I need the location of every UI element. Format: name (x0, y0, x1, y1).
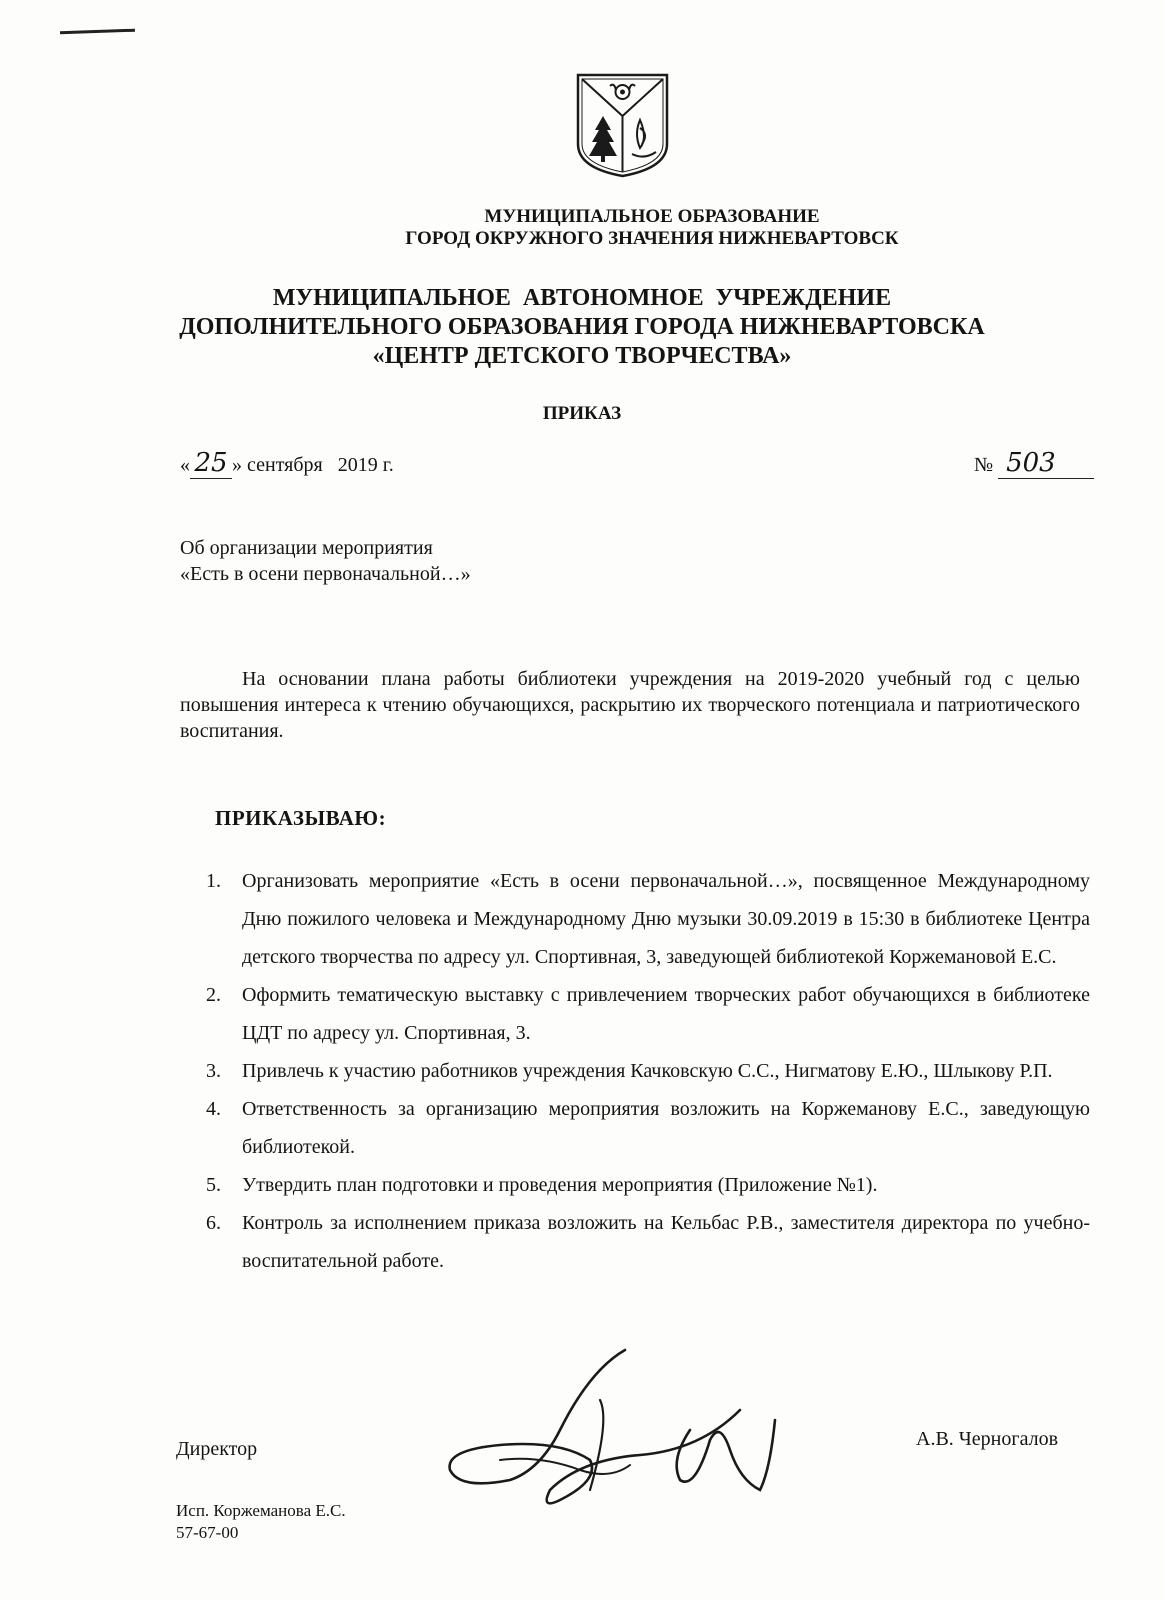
signer-position: Директор (176, 1438, 258, 1460)
organization-header (0, 284, 1164, 371)
date-open-quote: « (180, 454, 190, 476)
item-text: Организовать мероприятие «Есть в осени первоначальной…», посвященное Международному Дню пожилого человека и Международному Дню музыки 30.09.2019 в 15:30 в библиотеке Центра детского творчества по адресу ул. Спортивная, 3, заведующей библиотекой Коржемановой Е.С. (242, 870, 1090, 968)
item-number: 5. (206, 1174, 221, 1196)
document-number (974, 448, 1094, 479)
item-text: Утвердить план подготовки и проведения мероприятия (Приложение №1). (242, 1174, 878, 1196)
item-number: 3. (206, 1060, 221, 1082)
number-handwritten: 503 (998, 448, 1094, 479)
municipality-line-2: ГОРОД ОКРУЖНОГО ЗНАЧЕНИЯ НИЖНЕВАРТОВСК (405, 228, 899, 249)
order-item (206, 976, 1090, 1052)
scan-mark (60, 29, 135, 35)
executor-block (176, 1500, 346, 1544)
executor-name: Исп. Коржеманова Е.С. (176, 1501, 346, 1520)
order-heading: ПРИКАЗЫВАЮ: (215, 806, 387, 830)
order-item (206, 862, 1090, 976)
item-text: Оформить тематическую выставку с привлечением творческих работ обучающихся в библиотеке ЦДТ по адресу ул. Спортивная, 3. (242, 984, 1090, 1044)
organization-line-1: МУНИЦИПАЛЬНОЕ АВТОНОМНОЕ УЧРЕЖДЕНИЕ (272, 285, 892, 311)
document-date (180, 448, 394, 479)
item-number: 2. (206, 984, 221, 1006)
date-day-handwritten: 25 (190, 448, 232, 479)
item-text: Привлечь к участию работников учреждения Качковскую С.С., Нигматову Е.Ю., Шлыкову Р.П. (242, 1060, 1053, 1082)
handwritten-signature-icon (440, 1340, 820, 1530)
executor-phone: 57-67-00 (176, 1523, 239, 1542)
subject-line-1: Об организации мероприятия (180, 537, 433, 559)
basis-paragraph: На основании плана работы библиотеки учреждения на 2019-2020 учебный год с целью повышения интереса к чтению обучающихся, раскрытию их творческого потенциала и патриотического воспитания. (180, 668, 1080, 742)
item-text: Контроль за исполнением приказа возложить на Кельбас Р.В., заместителя директора по учебно-воспитательной работе. (242, 1212, 1090, 1272)
item-number: 4. (206, 1098, 221, 1120)
item-text: Ответственность за организацию мероприятия возложить на Коржеманову Е.С., заведующую библиотекой. (242, 1098, 1090, 1158)
item-number: 6. (206, 1212, 221, 1234)
signer-name: А.В. Черногалов (916, 1428, 1059, 1450)
document-type: ПРИКАЗ (542, 403, 622, 424)
municipality-header (0, 206, 1164, 250)
organization-line-2: ДОПОЛНИТЕЛЬНОГО ОБРАЗОВАНИЯ ГОРОДА НИЖНЕВАРТОВСКА (179, 314, 985, 340)
order-item (206, 1090, 1090, 1166)
order-item (206, 1204, 1090, 1280)
organization-line-3: «ЦЕНТР ДЕТСКОГО ТВОРЧЕСТВА» (372, 343, 792, 369)
municipality-line-1: МУНИЦИПАЛЬНОЕ ОБРАЗОВАНИЕ (484, 206, 820, 227)
order-item (206, 1052, 1090, 1090)
item-number: 1. (206, 870, 221, 892)
order-items-list (206, 862, 1090, 1280)
city-coat-of-arms-icon (574, 72, 671, 178)
document-subject (180, 535, 471, 587)
date-month-year: » сентября 2019 г. (232, 454, 394, 476)
subject-line-2: «Есть в осени первоначальной…» (180, 563, 471, 585)
order-item (206, 1166, 1090, 1204)
number-label: № (974, 454, 994, 476)
